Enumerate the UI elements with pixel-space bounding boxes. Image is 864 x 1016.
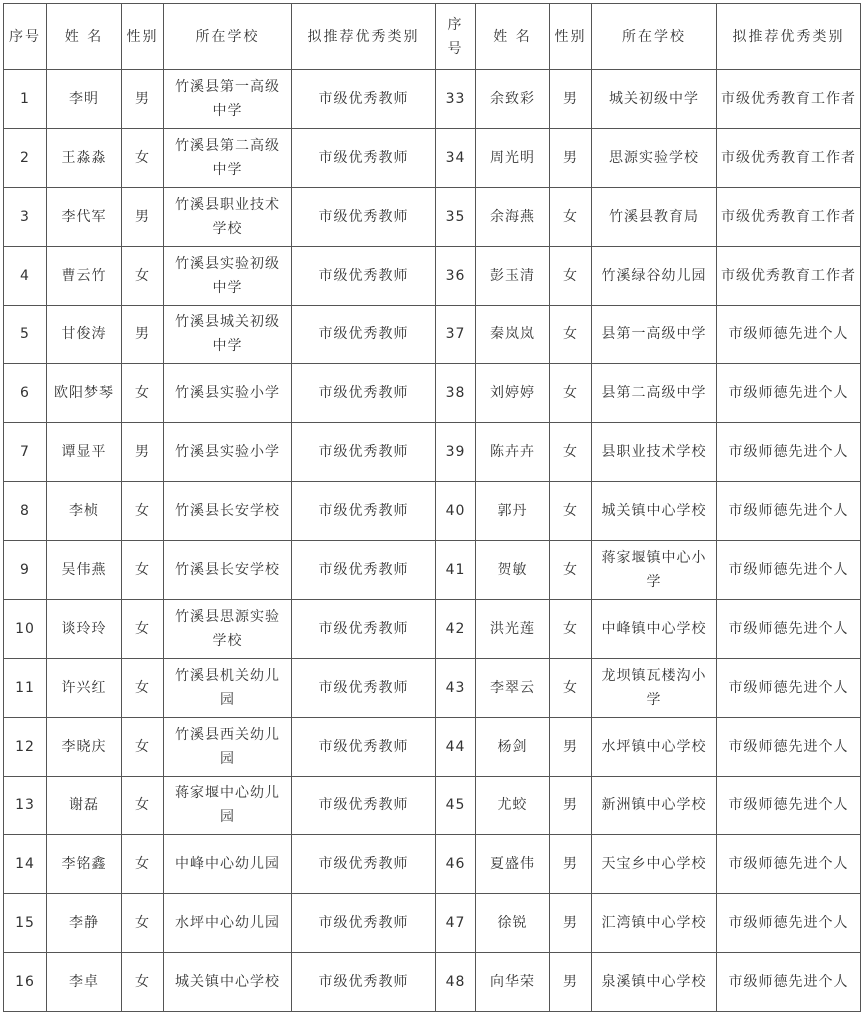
cell-category: 市级优秀教师 [292, 541, 436, 600]
cell-category: 市级优秀教育工作者 [717, 70, 861, 129]
cell-name: 夏盛伟 [476, 835, 550, 894]
cell-category: 市级优秀教师 [292, 717, 436, 776]
cell-seq: 12 [4, 717, 47, 776]
cell-seq: 9 [4, 541, 47, 600]
cell-category: 市级优秀教师 [292, 658, 436, 717]
cell-category: 市级师德先进个人 [717, 482, 861, 541]
cell-category: 市级优秀教师 [292, 776, 436, 835]
cell-name: 洪光莲 [476, 599, 550, 658]
table-row [4, 953, 861, 1012]
cell-seq: 7 [4, 423, 47, 482]
cell-school: 竹溪县长安学校 [164, 541, 292, 600]
table-row [4, 305, 861, 364]
cell-category: 市级师德先进个人 [717, 305, 861, 364]
cell-school: 中峰镇中心学校 [592, 599, 717, 658]
cell-category: 市级师德先进个人 [717, 776, 861, 835]
cell-school: 天宝乡中心学校 [592, 835, 717, 894]
cell-seq: 35 [436, 187, 476, 246]
cell-category: 市级师德先进个人 [717, 835, 861, 894]
cell-school: 竹溪县机关幼儿园 [164, 658, 292, 717]
table-row [4, 894, 861, 953]
cell-school: 中峰中心幼儿园 [164, 835, 292, 894]
cell-name: 杨剑 [476, 717, 550, 776]
cell-gender: 女 [550, 305, 592, 364]
cell-seq: 14 [4, 835, 47, 894]
cell-school: 竹溪绿谷幼儿园 [592, 246, 717, 305]
cell-name: 尤蛟 [476, 776, 550, 835]
cell-name: 郭丹 [476, 482, 550, 541]
cell-gender: 男 [122, 423, 164, 482]
cell-category: 市级优秀教师 [292, 128, 436, 187]
cell-seq: 46 [436, 835, 476, 894]
header-name: 姓 名 [476, 4, 550, 70]
cell-category: 市级优秀教师 [292, 953, 436, 1012]
cell-gender: 女 [122, 776, 164, 835]
table-row [4, 70, 861, 129]
cell-seq: 16 [4, 953, 47, 1012]
cell-gender: 女 [122, 482, 164, 541]
cell-category: 市级优秀教师 [292, 894, 436, 953]
cell-seq: 3 [4, 187, 47, 246]
cell-school: 水坪中心幼儿园 [164, 894, 292, 953]
cell-seq: 45 [436, 776, 476, 835]
cell-seq: 43 [436, 658, 476, 717]
cell-school: 汇湾镇中心学校 [592, 894, 717, 953]
cell-seq: 41 [436, 541, 476, 600]
cell-name: 谭显平 [47, 423, 122, 482]
cell-school: 竹溪县实验初级中学 [164, 246, 292, 305]
cell-gender: 女 [122, 128, 164, 187]
cell-gender: 男 [550, 70, 592, 129]
cell-category: 市级优秀教师 [292, 599, 436, 658]
cell-gender: 男 [122, 187, 164, 246]
cell-school: 竹溪县城关初级中学 [164, 305, 292, 364]
table-row [4, 246, 861, 305]
cell-category: 市级师德先进个人 [717, 953, 861, 1012]
recommendation-table [3, 3, 861, 1012]
cell-school: 新洲镇中心学校 [592, 776, 717, 835]
cell-gender: 男 [550, 835, 592, 894]
cell-school: 竹溪县长安学校 [164, 482, 292, 541]
cell-school: 城关镇中心学校 [164, 953, 292, 1012]
header-seq: 序号 [4, 4, 47, 70]
table-row [4, 128, 861, 187]
cell-name: 许兴红 [47, 658, 122, 717]
cell-gender: 女 [550, 423, 592, 482]
table-row [4, 658, 861, 717]
cell-school: 竹溪县西关幼儿园 [164, 717, 292, 776]
cell-category: 市级优秀教师 [292, 482, 436, 541]
cell-school: 竹溪县教育局 [592, 187, 717, 246]
cell-seq: 39 [436, 423, 476, 482]
cell-seq: 5 [4, 305, 47, 364]
cell-name: 李桢 [47, 482, 122, 541]
cell-gender: 女 [122, 541, 164, 600]
cell-name: 余致彩 [476, 70, 550, 129]
cell-gender: 女 [122, 364, 164, 423]
cell-category: 市级师德先进个人 [717, 541, 861, 600]
cell-gender: 女 [122, 246, 164, 305]
cell-name: 李静 [47, 894, 122, 953]
cell-school: 蒋家堰镇中心小学 [592, 541, 717, 600]
cell-school: 龙坝镇瓦楼沟小学 [592, 658, 717, 717]
cell-school: 城关镇中心学校 [592, 482, 717, 541]
cell-gender: 男 [550, 894, 592, 953]
cell-gender: 男 [550, 953, 592, 1012]
cell-category: 市级优秀教育工作者 [717, 246, 861, 305]
cell-seq: 8 [4, 482, 47, 541]
cell-gender: 女 [122, 717, 164, 776]
cell-seq: 40 [436, 482, 476, 541]
cell-name: 李铭鑫 [47, 835, 122, 894]
cell-seq: 33 [436, 70, 476, 129]
cell-name: 谢磊 [47, 776, 122, 835]
cell-name: 秦岚岚 [476, 305, 550, 364]
cell-school: 县职业技术学校 [592, 423, 717, 482]
cell-gender: 女 [550, 658, 592, 717]
table-row [4, 776, 861, 835]
cell-gender: 女 [122, 835, 164, 894]
header-school: 所在学校 [164, 4, 292, 70]
cell-category: 市级优秀教师 [292, 423, 436, 482]
cell-seq: 11 [4, 658, 47, 717]
header-row [4, 4, 861, 70]
cell-school: 竹溪县实验小学 [164, 423, 292, 482]
cell-seq: 4 [4, 246, 47, 305]
cell-gender: 女 [122, 894, 164, 953]
cell-gender: 女 [550, 187, 592, 246]
cell-school: 竹溪县职业技术学校 [164, 187, 292, 246]
table-row [4, 423, 861, 482]
cell-seq: 42 [436, 599, 476, 658]
cell-seq: 44 [436, 717, 476, 776]
table-row [4, 541, 861, 600]
cell-school: 竹溪县第二高级中学 [164, 128, 292, 187]
cell-name: 李翠云 [476, 658, 550, 717]
cell-gender: 男 [550, 128, 592, 187]
cell-school: 泉溪镇中心学校 [592, 953, 717, 1012]
cell-category: 市级优秀教师 [292, 187, 436, 246]
cell-category: 市级优秀教师 [292, 835, 436, 894]
header-seq: 序号 [436, 4, 476, 70]
cell-seq: 37 [436, 305, 476, 364]
cell-category: 市级优秀教师 [292, 246, 436, 305]
cell-category: 市级优秀教师 [292, 70, 436, 129]
cell-school: 蒋家堰中心幼儿园 [164, 776, 292, 835]
header-name: 姓 名 [47, 4, 122, 70]
cell-name: 李代军 [47, 187, 122, 246]
cell-gender: 男 [550, 717, 592, 776]
table-row [4, 187, 861, 246]
cell-gender: 女 [122, 658, 164, 717]
cell-gender: 女 [550, 599, 592, 658]
cell-category: 市级师德先进个人 [717, 599, 861, 658]
cell-category: 市级优秀教育工作者 [717, 187, 861, 246]
cell-gender: 男 [550, 776, 592, 835]
cell-category: 市级优秀教师 [292, 364, 436, 423]
cell-gender: 女 [550, 541, 592, 600]
cell-name: 王淼淼 [47, 128, 122, 187]
header-category: 拟推荐优秀类别 [292, 4, 436, 70]
cell-name: 李晓庆 [47, 717, 122, 776]
cell-seq: 36 [436, 246, 476, 305]
cell-school: 城关初级中学 [592, 70, 717, 129]
cell-name: 徐锐 [476, 894, 550, 953]
table-row [4, 599, 861, 658]
cell-category: 市级优秀教育工作者 [717, 128, 861, 187]
cell-gender: 女 [122, 599, 164, 658]
cell-gender: 女 [550, 482, 592, 541]
cell-name: 余海燕 [476, 187, 550, 246]
cell-school: 竹溪县思源实验学校 [164, 599, 292, 658]
cell-category: 市级师德先进个人 [717, 423, 861, 482]
cell-seq: 15 [4, 894, 47, 953]
table-row [4, 835, 861, 894]
cell-name: 谈玲玲 [47, 599, 122, 658]
cell-category: 市级师德先进个人 [717, 717, 861, 776]
cell-seq: 48 [436, 953, 476, 1012]
cell-name: 甘俊涛 [47, 305, 122, 364]
cell-school: 竹溪县实验小学 [164, 364, 292, 423]
cell-name: 贺敏 [476, 541, 550, 600]
cell-gender: 男 [122, 70, 164, 129]
cell-category: 市级优秀教师 [292, 305, 436, 364]
header-gender: 性别 [122, 4, 164, 70]
cell-category: 市级师德先进个人 [717, 364, 861, 423]
table-row [4, 482, 861, 541]
header-gender: 性别 [550, 4, 592, 70]
cell-name: 向华荣 [476, 953, 550, 1012]
cell-gender: 女 [122, 953, 164, 1012]
cell-school: 县第二高级中学 [592, 364, 717, 423]
header-category: 拟推荐优秀类别 [717, 4, 861, 70]
table-row [4, 364, 861, 423]
cell-gender: 男 [122, 305, 164, 364]
cell-school: 思源实验学校 [592, 128, 717, 187]
cell-seq: 6 [4, 364, 47, 423]
cell-name: 曹云竹 [47, 246, 122, 305]
cell-name: 李卓 [47, 953, 122, 1012]
cell-seq: 34 [436, 128, 476, 187]
cell-seq: 13 [4, 776, 47, 835]
cell-category: 市级师德先进个人 [717, 658, 861, 717]
cell-seq: 47 [436, 894, 476, 953]
cell-name: 陈卉卉 [476, 423, 550, 482]
cell-seq: 2 [4, 128, 47, 187]
table-row [4, 717, 861, 776]
cell-seq: 1 [4, 70, 47, 129]
cell-gender: 女 [550, 364, 592, 423]
cell-seq: 10 [4, 599, 47, 658]
cell-name: 周光明 [476, 128, 550, 187]
cell-category: 市级师德先进个人 [717, 894, 861, 953]
cell-name: 刘婷婷 [476, 364, 550, 423]
cell-seq: 38 [436, 364, 476, 423]
cell-name: 李明 [47, 70, 122, 129]
header-school: 所在学校 [592, 4, 717, 70]
cell-school: 水坪镇中心学校 [592, 717, 717, 776]
cell-name: 欧阳梦琴 [47, 364, 122, 423]
cell-gender: 女 [550, 246, 592, 305]
cell-name: 彭玉清 [476, 246, 550, 305]
cell-school: 竹溪县第一高级中学 [164, 70, 292, 129]
cell-school: 县第一高级中学 [592, 305, 717, 364]
table-body [4, 70, 861, 1012]
cell-name: 吴伟燕 [47, 541, 122, 600]
